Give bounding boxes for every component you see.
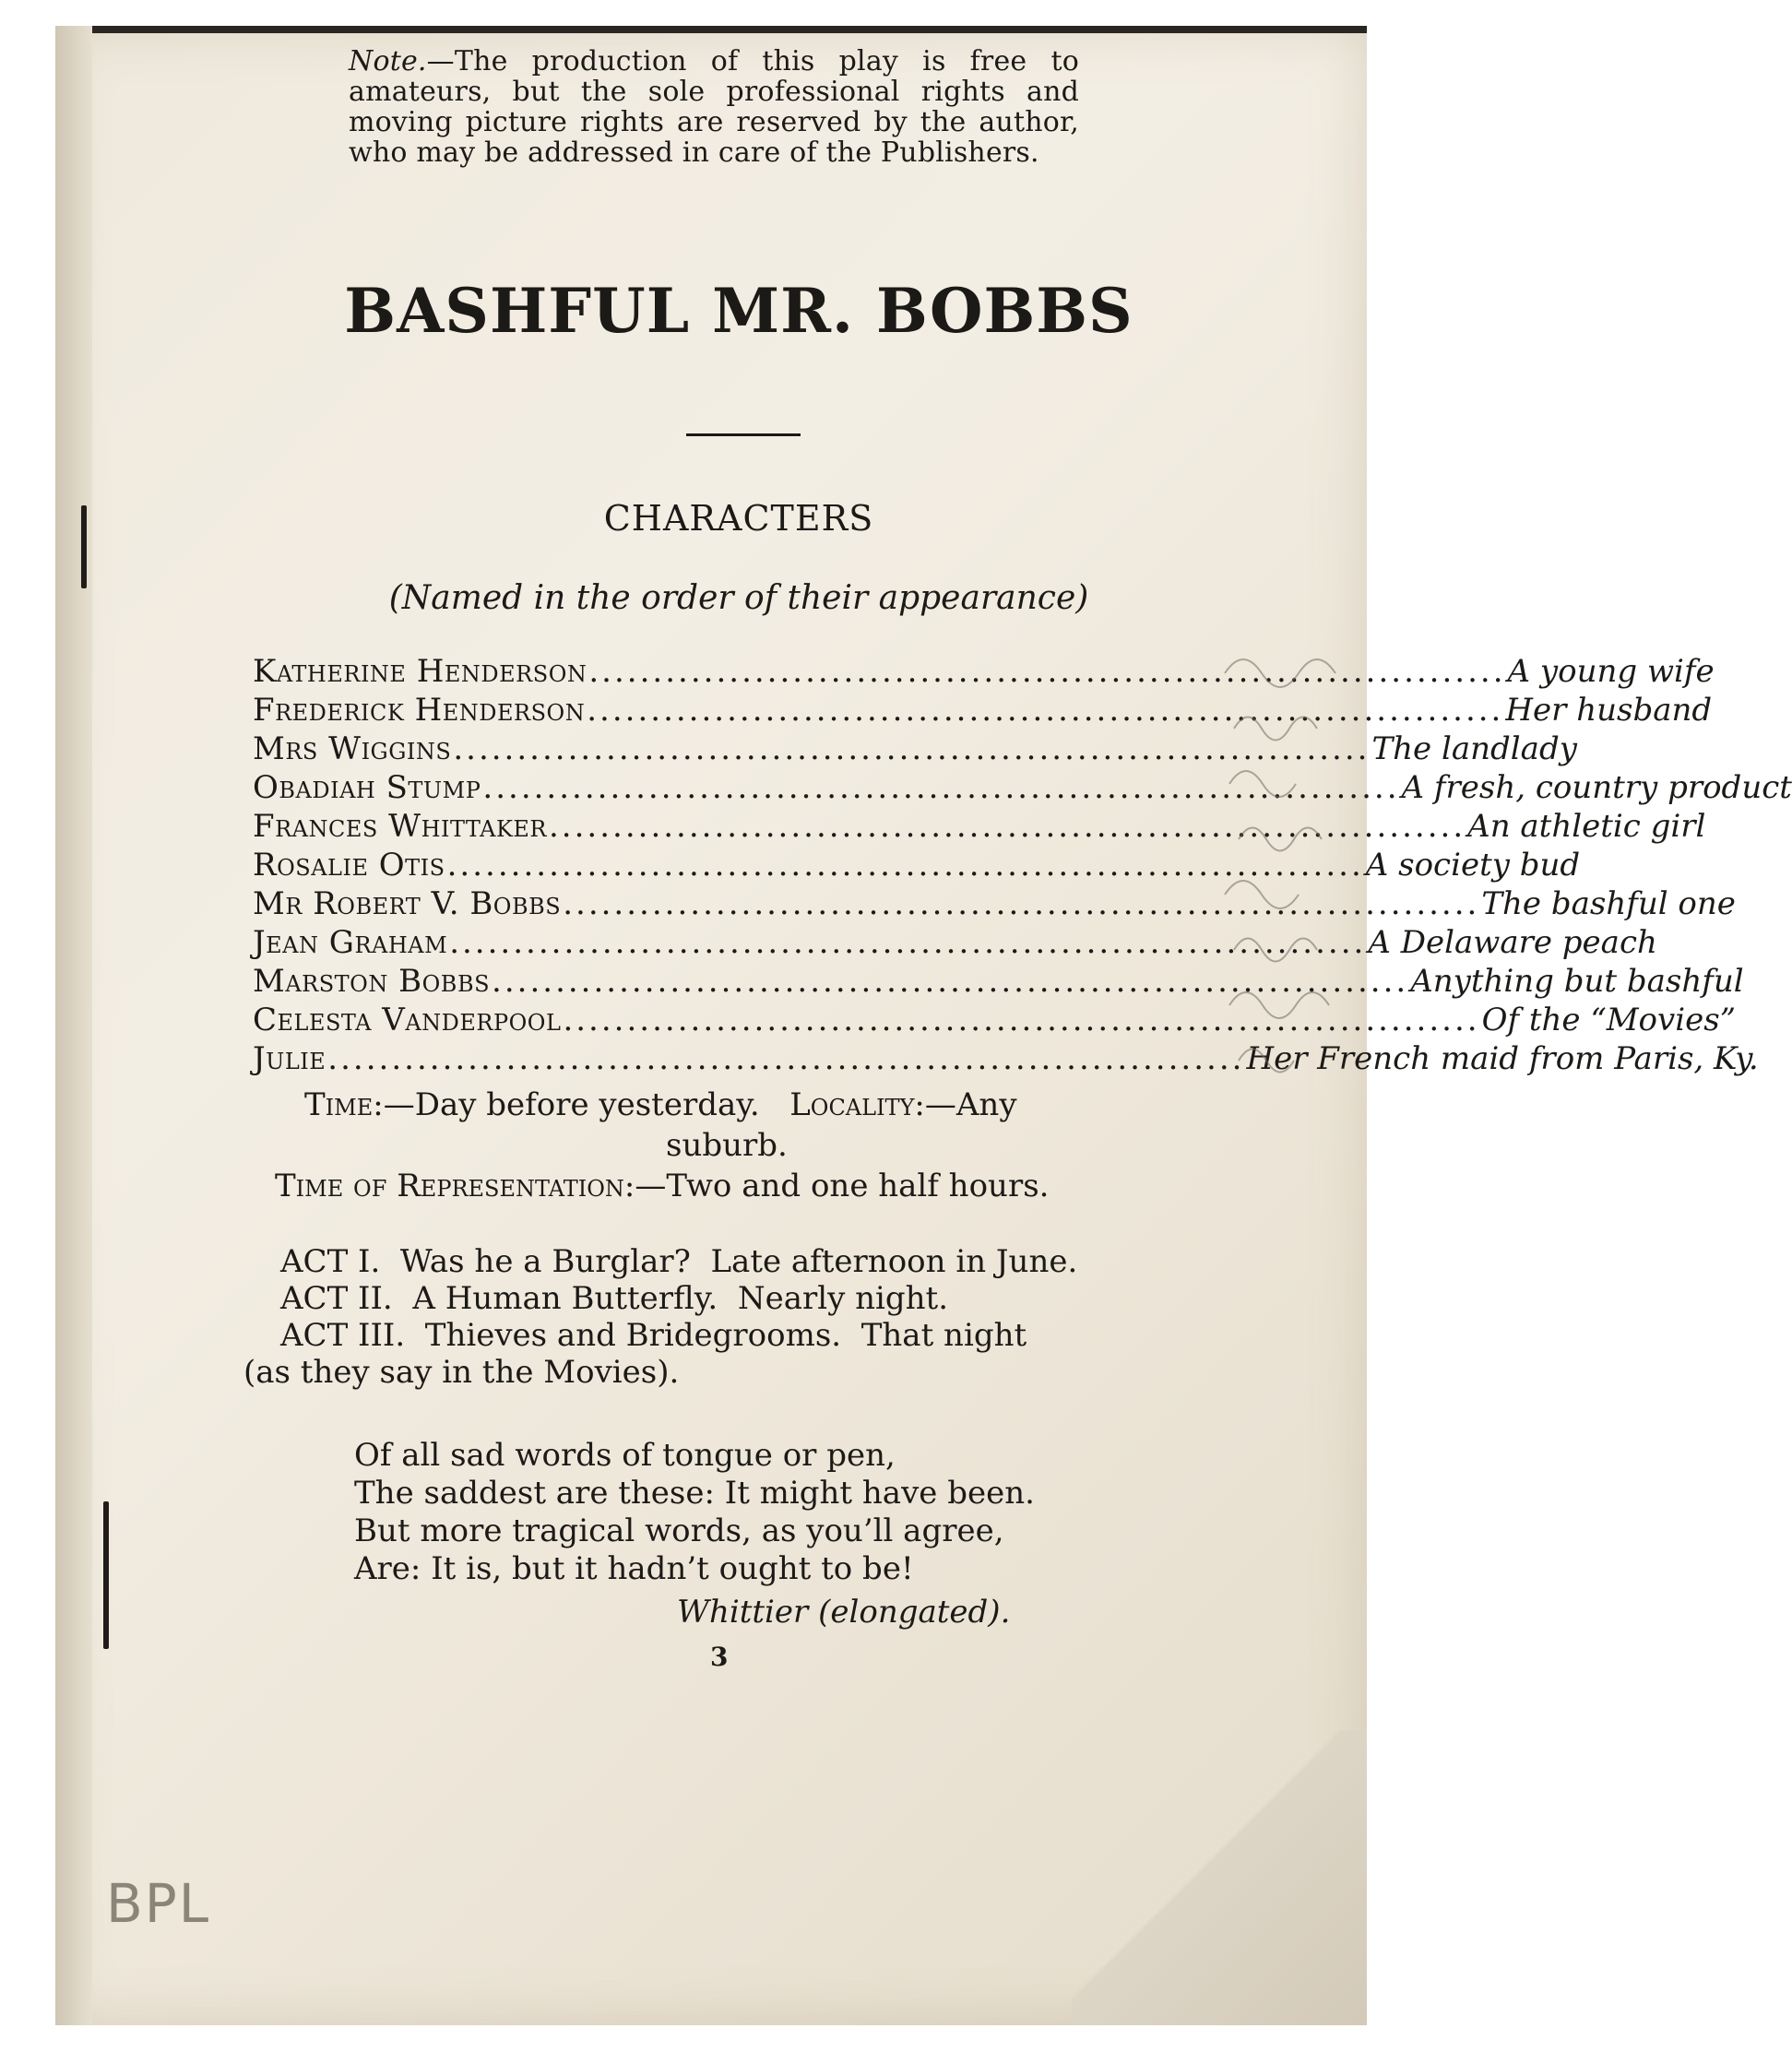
cast-name: Mr Robert V. Bobbs	[253, 885, 562, 922]
cast-row	[253, 1002, 1737, 1040]
handwriting-stroke	[1225, 659, 1335, 687]
cast-leader-dots: ........................................................................	[563, 885, 1480, 922]
pencil-handwriting	[1216, 636, 1382, 1116]
poem-line: The saddest are these: It might have been.	[354, 1475, 1035, 1512]
cast-row	[253, 692, 1713, 730]
cast-list	[253, 653, 1792, 1079]
cast-role: The landlady	[1371, 730, 1577, 767]
poem-attribution: Whittier (elongated).	[677, 1594, 1011, 1631]
time-line	[304, 1086, 1017, 1123]
cast-leader-dots: ........................................................................	[587, 692, 1504, 729]
poem-line: Are: It is, but it hadn’t ought to be!	[354, 1550, 914, 1587]
cast-role: Her husband	[1505, 692, 1713, 729]
cast-name: Julie	[253, 1040, 326, 1077]
representation-line	[275, 1168, 1049, 1204]
characters-subheading: (Named in the order of their appearance)	[388, 579, 1089, 617]
cast-row	[253, 924, 1657, 963]
cast-name: Mrs Wiggins	[253, 730, 452, 767]
cast-name: Rosalie Otis	[253, 847, 445, 884]
title-rule	[686, 433, 801, 436]
act-line: ACT I. Was he a Burglar? Late afternoon in June.	[280, 1243, 1078, 1280]
cast-name: Marston Bobbs	[253, 963, 491, 1000]
handwriting-stroke	[1225, 881, 1299, 908]
cast-leader-dots: ........................................................................	[327, 1040, 1245, 1077]
cast-role: An athletic girl	[1467, 808, 1706, 845]
cast-row	[253, 847, 1581, 885]
handwriting-stroke	[1229, 771, 1296, 797]
cast-leader-dots: ........................................................................	[482, 769, 1400, 806]
cast-role: A fresh, country product	[1401, 769, 1792, 806]
cast-row	[253, 808, 1706, 847]
bpl-watermark: BPL	[106, 1872, 211, 1935]
page-number: 3	[710, 1642, 729, 1672]
cast-leader-dots: ........................................................................	[449, 924, 1367, 961]
cast-leader-dots: ........................................................................	[453, 730, 1371, 767]
cast-name: Celesta Vanderpool	[253, 1002, 562, 1038]
characters-heading: CHARACTERS	[603, 498, 874, 539]
representation-label: Time of Representation	[275, 1168, 624, 1204]
cast-role: A young wife	[1507, 653, 1715, 690]
time-value: :—Day before yesterday.	[373, 1086, 760, 1123]
cast-role: A Delaware peach	[1368, 924, 1657, 961]
handwriting-stroke	[1234, 718, 1317, 741]
acts-list	[243, 1243, 1212, 1391]
cast-row	[253, 1040, 1759, 1079]
cast-name: Frances Whittaker	[253, 808, 547, 845]
cast-role: A society bud	[1365, 847, 1581, 884]
locality-value: :—Any	[914, 1086, 1017, 1123]
cast-name: Obadiah Stump	[253, 769, 481, 806]
time-label: Time	[304, 1086, 374, 1123]
note-label: Note.	[349, 45, 427, 77]
cast-row	[253, 653, 1715, 692]
locality-continuation: suburb.	[666, 1127, 788, 1164]
handwriting-stroke	[1239, 1050, 1294, 1073]
cast-name: Frederick Henderson	[253, 692, 586, 729]
handwriting-stroke	[1234, 939, 1317, 962]
note-text: —The production of this play is free to amateurs, but the sole professional rights and moving picture rights are reserved by the author, who may be addressed in care of the Publishers.	[349, 45, 1079, 169]
cast-leader-dots: ........................................................................	[492, 963, 1409, 1000]
locality-label: Locality	[789, 1086, 915, 1123]
epigraph-poem	[354, 1437, 1129, 1588]
cast-leader-dots: ........................................................................	[548, 808, 1466, 845]
rights-note	[349, 46, 1079, 168]
act-line: ACT III. Thieves and Bridegrooms. That night	[280, 1317, 1027, 1354]
handwriting-stroke	[1229, 992, 1329, 1018]
poem-line: But more tragical words, as you’ll agree,	[354, 1512, 1004, 1549]
cast-name: Katherine Henderson	[253, 653, 587, 690]
cast-role: Her French maid from Paris, Ky.	[1246, 1040, 1759, 1077]
cast-row	[253, 885, 1736, 924]
poem-line: Of all sad words of tongue or pen,	[354, 1437, 896, 1474]
act-line: ACT II. A Human Butterfly. Nearly night.	[280, 1280, 949, 1317]
cast-row	[253, 769, 1792, 808]
page-top-edge	[55, 26, 1367, 33]
cast-name: Jean Graham	[253, 924, 448, 961]
cast-leader-dots: ........................................................................	[588, 653, 1506, 690]
representation-value: :—Two and one half hours.	[623, 1168, 1050, 1204]
handwriting-stroke	[1239, 828, 1322, 851]
cast-row	[253, 963, 1744, 1002]
cast-role: The bashful one	[1481, 885, 1736, 922]
torn-corner	[1072, 1730, 1367, 2025]
cast-row	[253, 730, 1577, 769]
cast-role: Anything but bashful	[1410, 963, 1744, 1000]
bleed-through-text	[314, 395, 323, 427]
play-title: BASHFUL MR. BOBBS	[344, 275, 1133, 347]
cast-leader-dots: ........................................................................	[563, 1002, 1480, 1038]
cast-role: Of the “Movies”	[1481, 1002, 1737, 1038]
act-line: (as they say in the Movies).	[243, 1354, 680, 1391]
staple-bottom	[103, 1501, 109, 1649]
cast-leader-dots: ........................................................................	[446, 847, 1364, 884]
